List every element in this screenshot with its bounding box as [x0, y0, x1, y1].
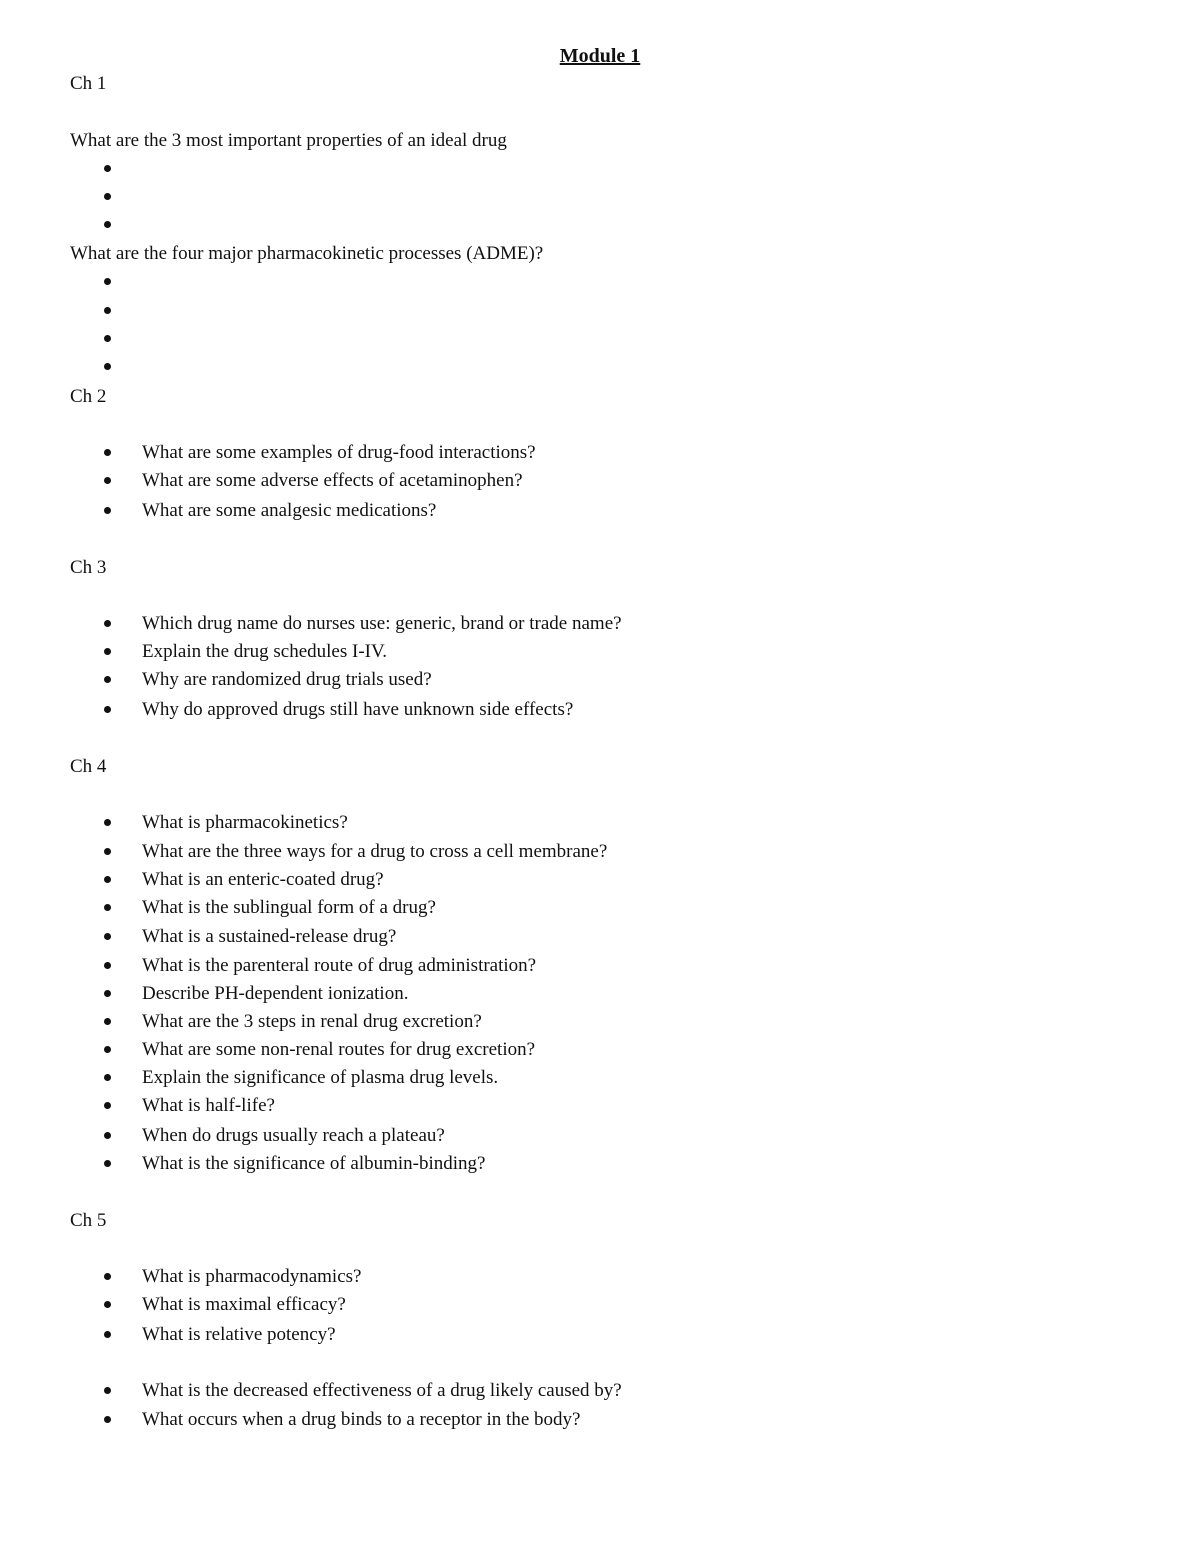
bullet-icon	[104, 1323, 114, 1347]
list-item: What occurs when a drug binds to a receptor in the body?	[142, 1409, 581, 1430]
bullet-icon	[104, 1124, 114, 1148]
chapter-heading-4: Ch 4	[70, 756, 107, 777]
bullet-icon	[104, 185, 114, 209]
bullet-icon	[104, 1293, 114, 1317]
bullet-icon	[104, 896, 114, 920]
list-item: What is an enteric-coated drug?	[142, 869, 384, 890]
bullet-icon	[104, 299, 114, 323]
page-title: Module 1	[559, 45, 641, 67]
list-item: What is the sublingual form of a drug?	[142, 897, 436, 918]
bullet-icon	[104, 698, 114, 722]
list-item: What is relative potency?	[142, 1324, 336, 1345]
bullet-icon	[104, 499, 114, 523]
list-item: What is the decreased effectiveness of a drug likely caused by?	[142, 1380, 622, 1401]
list-item: Why do approved drugs still have unknown side effects?	[142, 699, 574, 720]
list-item: What are the three ways for a drug to cross a cell membrane?	[142, 841, 608, 862]
list-item: When do drugs usually reach a plateau?	[142, 1125, 445, 1146]
bullet-icon	[104, 612, 114, 636]
list-item: What is pharmacokinetics?	[142, 812, 348, 833]
chapter-heading-3: Ch 3	[70, 557, 107, 578]
bullet-icon	[104, 1265, 114, 1289]
list-item: What is pharmacodynamics?	[142, 1266, 362, 1287]
bullet-icon	[104, 1408, 114, 1432]
bullet-icon	[104, 1066, 114, 1090]
bullet-icon	[104, 469, 114, 493]
list-item: What are some examples of drug-food interactions?	[142, 442, 536, 463]
list-item: What is maximal efficacy?	[142, 1294, 346, 1315]
bullet-icon	[104, 1010, 114, 1034]
list-item: Which drug name do nurses use: generic, brand or trade name?	[142, 613, 622, 634]
chapter-heading-2: Ch 2	[70, 386, 107, 407]
bullet-icon	[104, 640, 114, 664]
bullet-icon	[104, 811, 114, 835]
bullet-icon	[104, 982, 114, 1006]
chapter-heading-5: Ch 5	[70, 1210, 107, 1231]
list-item: What are some adverse effects of acetaminophen?	[142, 470, 523, 491]
bullet-icon	[104, 270, 114, 294]
question-adme: What are the four major pharmacokinetic processes (ADME)?	[70, 243, 544, 264]
bullet-icon	[104, 840, 114, 864]
bullet-icon	[104, 1038, 114, 1062]
question-ideal-drug: What are the 3 most important properties of an ideal drug	[70, 130, 507, 151]
list-item: What is a sustained-release drug?	[142, 926, 397, 947]
bullet-icon	[104, 213, 114, 237]
bullet-icon	[104, 355, 114, 379]
bullet-icon	[104, 1152, 114, 1176]
bullet-icon	[104, 327, 114, 351]
bullet-icon	[104, 441, 114, 465]
bullet-icon	[104, 954, 114, 978]
bullet-icon	[104, 668, 114, 692]
list-item: What is the significance of albumin-binding?	[142, 1153, 486, 1174]
list-item: Explain the drug schedules I-IV.	[142, 641, 388, 662]
list-item: What is half-life?	[142, 1095, 275, 1116]
bullet-icon	[104, 1094, 114, 1118]
bullet-icon	[104, 925, 114, 949]
list-item: What are some analgesic medications?	[142, 500, 437, 521]
chapter-heading-1: Ch 1	[70, 73, 107, 94]
list-item: Explain the significance of plasma drug levels.	[142, 1067, 499, 1088]
bullet-icon	[104, 868, 114, 892]
list-item: What are the 3 steps in renal drug excretion?	[142, 1011, 482, 1032]
list-item: What is the parenteral route of drug administration?	[142, 955, 537, 976]
list-item: Why are randomized drug trials used?	[142, 669, 432, 690]
list-item: What are some non-renal routes for drug excretion?	[142, 1039, 536, 1060]
bullet-icon	[104, 157, 114, 181]
list-item: Describe PH-dependent ionization.	[142, 983, 409, 1004]
bullet-icon	[104, 1379, 114, 1403]
